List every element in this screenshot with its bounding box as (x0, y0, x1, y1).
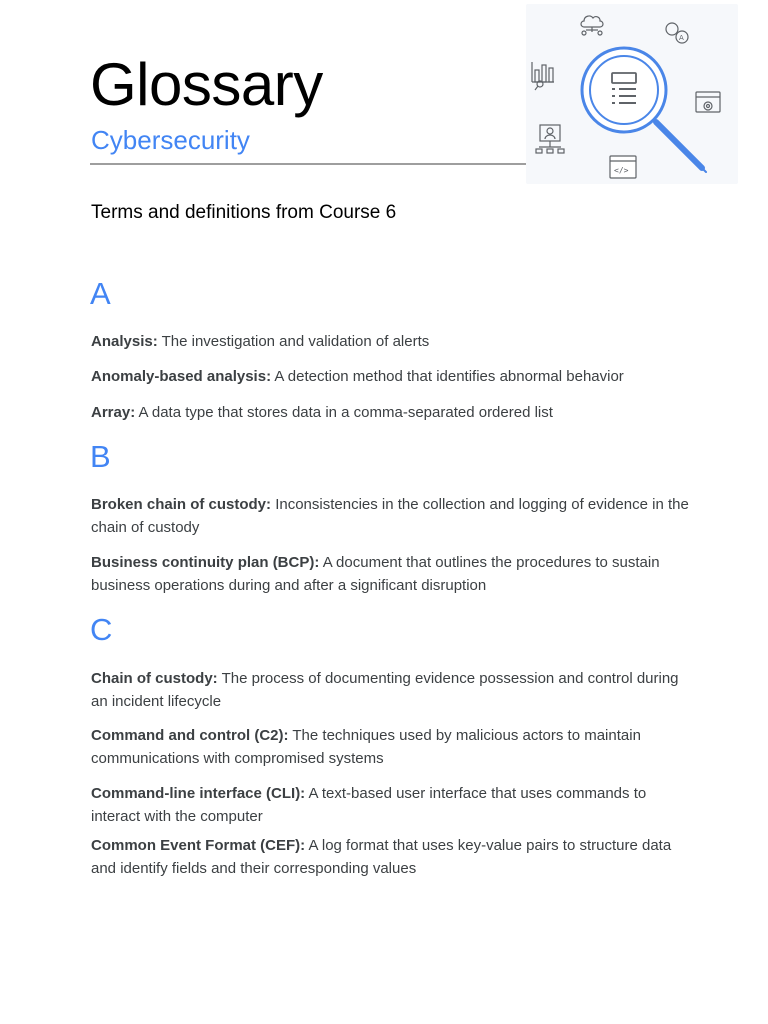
section-letter-a: A (90, 276, 111, 311)
entry-definition: The techniques used by malicious actors to maintain communications with compromised systems (91, 727, 641, 767)
entry-definition: A document that outlines the procedures to sustain business operations during and after a significant disruption (91, 554, 660, 594)
section-letter-c: C (90, 612, 113, 647)
glossary-entry (91, 365, 691, 388)
glossary-entry (91, 551, 691, 597)
header-illustration (526, 4, 738, 184)
entry-definition: A text-based user interface that uses commands to interact with the computer (91, 785, 647, 825)
svg-text:</>: </> (614, 166, 629, 175)
intro-text: Terms and definitions from Course 6 (91, 202, 397, 223)
glossary-entry (91, 834, 691, 880)
entry-term: Common Event Format (CEF): (91, 837, 306, 854)
glossary-entry (91, 667, 691, 713)
glossary-entry (91, 782, 691, 828)
entry-definition: A detection method that identifies abnormal behavior (271, 368, 624, 385)
entry-definition: A data type that stores data in a comma-separated ordered list (135, 404, 553, 421)
entry-term: Array: (91, 404, 136, 421)
entry-term: Broken chain of custody: (91, 496, 272, 513)
entry-term: Business continuity plan (BCP): (91, 554, 320, 571)
glossary-entry (91, 493, 691, 539)
section-letter-b: B (90, 439, 111, 474)
entry-definition: Inconsistencies in the collection and logging of evidence in the chain of custody (91, 496, 689, 536)
entry-term: Command-line interface (CLI): (91, 785, 306, 802)
entry-definition: The process of documenting evidence possession and control during an incident lifecycle (91, 670, 679, 710)
entry-term: Analysis: (91, 333, 158, 350)
glossary-entry (91, 724, 691, 770)
svg-text:A: A (679, 34, 684, 42)
entry-definition: The investigation and validation of alerts (157, 333, 430, 350)
entry-definition: A log format that uses key-value pairs to structure data and identify fields and their corresponding values (91, 837, 672, 877)
page-title: Glossary (90, 51, 323, 118)
page-subtitle: Cybersecurity (91, 125, 250, 155)
entry-term: Anomaly-based analysis: (91, 368, 272, 385)
entry-term: Command and control (C2): (91, 727, 289, 744)
glossary-entry (91, 401, 691, 424)
entry-term: Chain of custody: (91, 670, 218, 687)
glossary-entry (91, 330, 691, 353)
code-window-icon (610, 156, 636, 178)
